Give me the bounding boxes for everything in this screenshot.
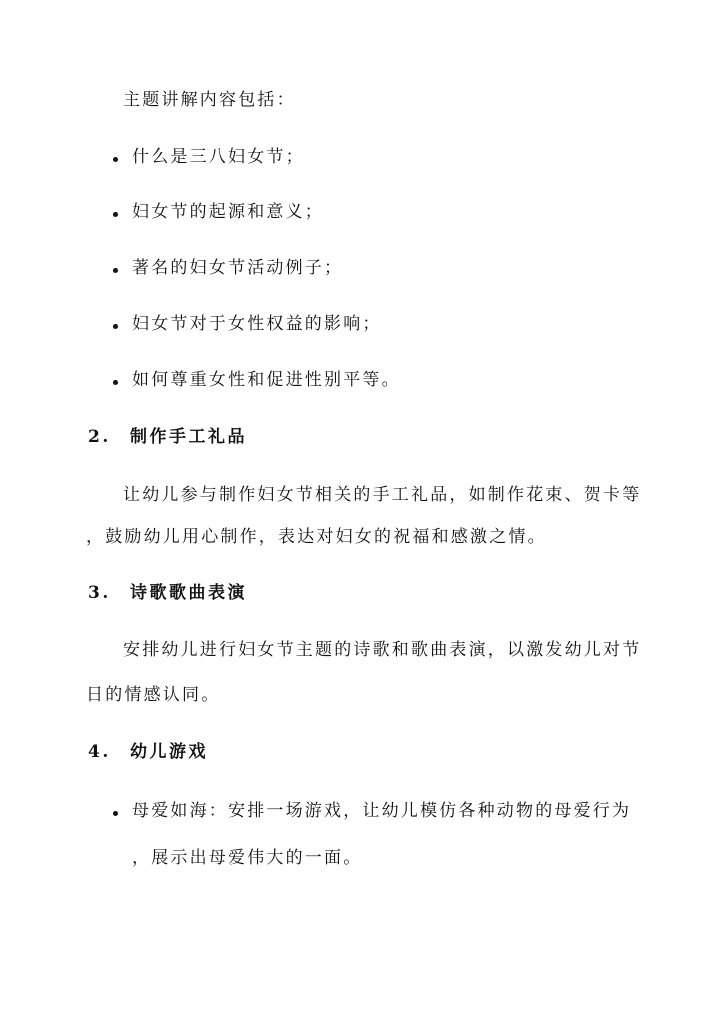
bullet-icon — [113, 324, 118, 329]
bullet-icon — [113, 212, 118, 217]
topic-item: 著名的妇女节活动例子； — [132, 258, 344, 278]
paragraph-line: 安排幼儿进行妇女节主题的诗歌和歌曲表演，以激发幼儿对节 — [123, 640, 642, 660]
bullet-icon — [113, 811, 118, 816]
intro-text: 主题讲解内容包括： — [123, 90, 296, 110]
game-item-line: ，展示出母爱伟大的一面。 — [132, 848, 363, 868]
paragraph-line: 让幼儿参与制作妇女节相关的手工礼品，如制作花束、贺卡等 — [123, 485, 642, 505]
section-title: 幼儿游戏 — [130, 742, 208, 762]
paragraph-line: ，鼓励幼儿用心制作，表达对妇女的祝福和感激之情。 — [86, 527, 547, 547]
topic-item: 妇女节对于女性权益的影响； — [132, 314, 382, 334]
paragraph-line: 日的情感认同。 — [86, 685, 221, 705]
topic-item: 如何尊重女性和促进性别平等。 — [132, 370, 401, 390]
game-item-line: 母爱如海：安排一场游戏，让幼儿模仿各种动物的母爱行为 — [132, 801, 632, 821]
section-title: 诗歌歌曲表演 — [130, 583, 247, 603]
bullet-icon — [113, 380, 118, 385]
topic-item: 什么是三八妇女节； — [132, 147, 305, 167]
section-heading — [88, 425, 247, 449]
section-title: 制作手工礼品 — [130, 427, 247, 447]
section-number: 2. — [88, 427, 111, 447]
bullet-icon — [113, 268, 118, 273]
section-number: 3. — [88, 583, 111, 603]
section-heading — [88, 581, 247, 605]
section-number: 4. — [88, 742, 111, 762]
topic-item: 妇女节的起源和意义； — [132, 202, 324, 222]
bullet-icon — [113, 157, 118, 162]
section-heading — [88, 740, 208, 764]
